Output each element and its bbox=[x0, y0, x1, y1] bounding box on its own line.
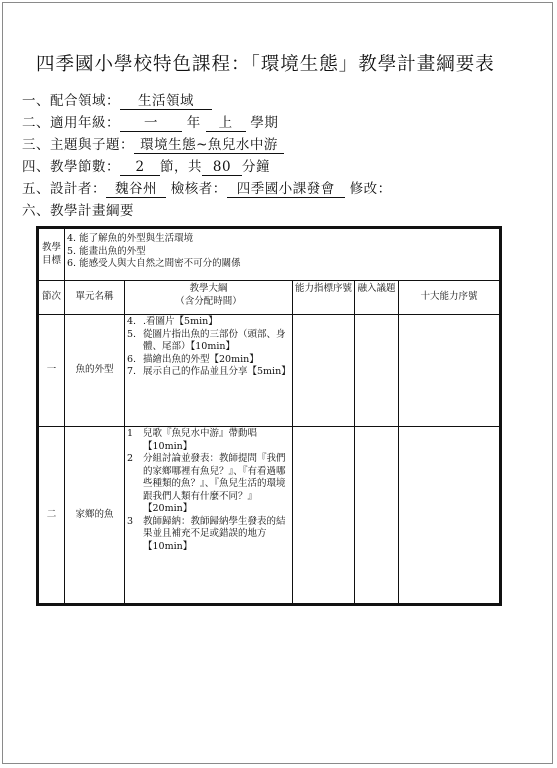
outline-header bbox=[125, 281, 293, 315]
info-periods bbox=[22, 155, 270, 176]
unit-header: 單元名稱 bbox=[65, 281, 125, 315]
list-item: 5. 從圖片指出魚的三部份（頭部、身體、尾部）【10min】 bbox=[127, 328, 286, 352]
domain-label: 一、配合領域： bbox=[22, 93, 120, 109]
info-outline bbox=[22, 199, 134, 219]
table-row bbox=[39, 315, 500, 427]
term-unit: 學期 bbox=[250, 115, 279, 131]
goal-item: 6. 能感受人與大自然之間密不可分的關係 bbox=[67, 258, 241, 269]
integration-cell bbox=[355, 427, 399, 604]
periods-label: 四、教學節數： bbox=[22, 159, 120, 175]
list-item: 2 分組討論並發表：教師提問『我們的家鄉哪裡有魚兒？』、『有看過哪些種類的魚？』、『魚兒生活的環境跟我們人類有什麼不同？』【20min】 bbox=[127, 453, 286, 514]
goal-item: 5. 能畫出魚的外型 bbox=[67, 245, 146, 257]
session-cell: 一 bbox=[39, 315, 65, 427]
ten-abilities-header: 十大能力序號 bbox=[399, 281, 500, 315]
minutes-value: 80 bbox=[202, 160, 242, 176]
outline-label: 六、教學計畫綱要 bbox=[22, 203, 134, 219]
grade-value: 一 bbox=[120, 116, 182, 132]
integration-header: 融入議題 bbox=[355, 281, 399, 315]
ability-header: 能力指標序號 bbox=[293, 281, 355, 315]
lesson-plan-table bbox=[36, 226, 502, 606]
revise-label: 修改： bbox=[349, 181, 392, 197]
goal-label: 教學目標 bbox=[41, 242, 61, 266]
goal-header-cell bbox=[39, 229, 65, 281]
theme-label: 三、主題與子題： bbox=[22, 137, 134, 153]
list-item: 6. 描繪出魚的外型【20min】 bbox=[127, 353, 259, 365]
designer-value: 魏谷州 bbox=[106, 182, 166, 198]
integration-cell bbox=[355, 315, 399, 427]
unit-cell: 魚的外型 bbox=[65, 315, 125, 427]
reviewer-label: 檢核者： bbox=[170, 181, 227, 197]
unit-cell: 家鄉的魚 bbox=[65, 427, 125, 604]
info-domain bbox=[22, 89, 212, 110]
theme-value: 環境生態~魚兒水中游 bbox=[134, 138, 284, 154]
domain-value: 生活領域 bbox=[120, 94, 212, 110]
periods-mid: 節，共 bbox=[160, 159, 202, 175]
info-designer bbox=[22, 177, 392, 198]
list-item: 1 兒歌『魚兒水中游』帶動唱【10min】 bbox=[127, 428, 258, 452]
session-header: 節次 bbox=[39, 281, 65, 315]
goal-item: 4. 能了解魚的外型與生活環境 bbox=[67, 233, 194, 244]
ability-cell bbox=[293, 315, 355, 427]
list-item: 7. 展示自己的作品並且分享【5min】 bbox=[127, 366, 291, 377]
list-item: 4. .看圖片【5min】 bbox=[127, 316, 218, 327]
info-theme bbox=[22, 133, 284, 154]
term-value: 上 bbox=[206, 116, 246, 132]
outline-cell bbox=[125, 315, 293, 427]
ability-cell bbox=[293, 427, 355, 604]
grade-label: 二、適用年級： bbox=[22, 115, 120, 131]
outline-cell bbox=[125, 427, 293, 604]
table-row bbox=[39, 427, 500, 604]
designer-label: 五、設計者： bbox=[22, 181, 106, 197]
periods-value: 2 bbox=[120, 160, 160, 176]
session-cell: 二 bbox=[39, 427, 65, 604]
minutes-unit: 分鐘 bbox=[242, 159, 270, 175]
ten-abilities-cell bbox=[399, 427, 500, 604]
outline-header-sub: （含分配時間） bbox=[175, 295, 242, 307]
info-grade bbox=[22, 111, 278, 132]
reviewer-value: 四季國小課發會 bbox=[227, 182, 345, 198]
goal-list bbox=[65, 229, 500, 281]
ten-abilities-cell bbox=[399, 315, 500, 427]
outline-header-title: 教學大綱 bbox=[189, 283, 228, 294]
list-item: 3 教師歸納：教師歸納學生發表的結果並且補充不足或錯誤的地方【10min】 bbox=[127, 515, 286, 552]
document-title: 四季國小學校特色課程：「環境生態」教學計畫綱要表 bbox=[36, 54, 495, 75]
grade-unit: 年 bbox=[186, 115, 201, 131]
